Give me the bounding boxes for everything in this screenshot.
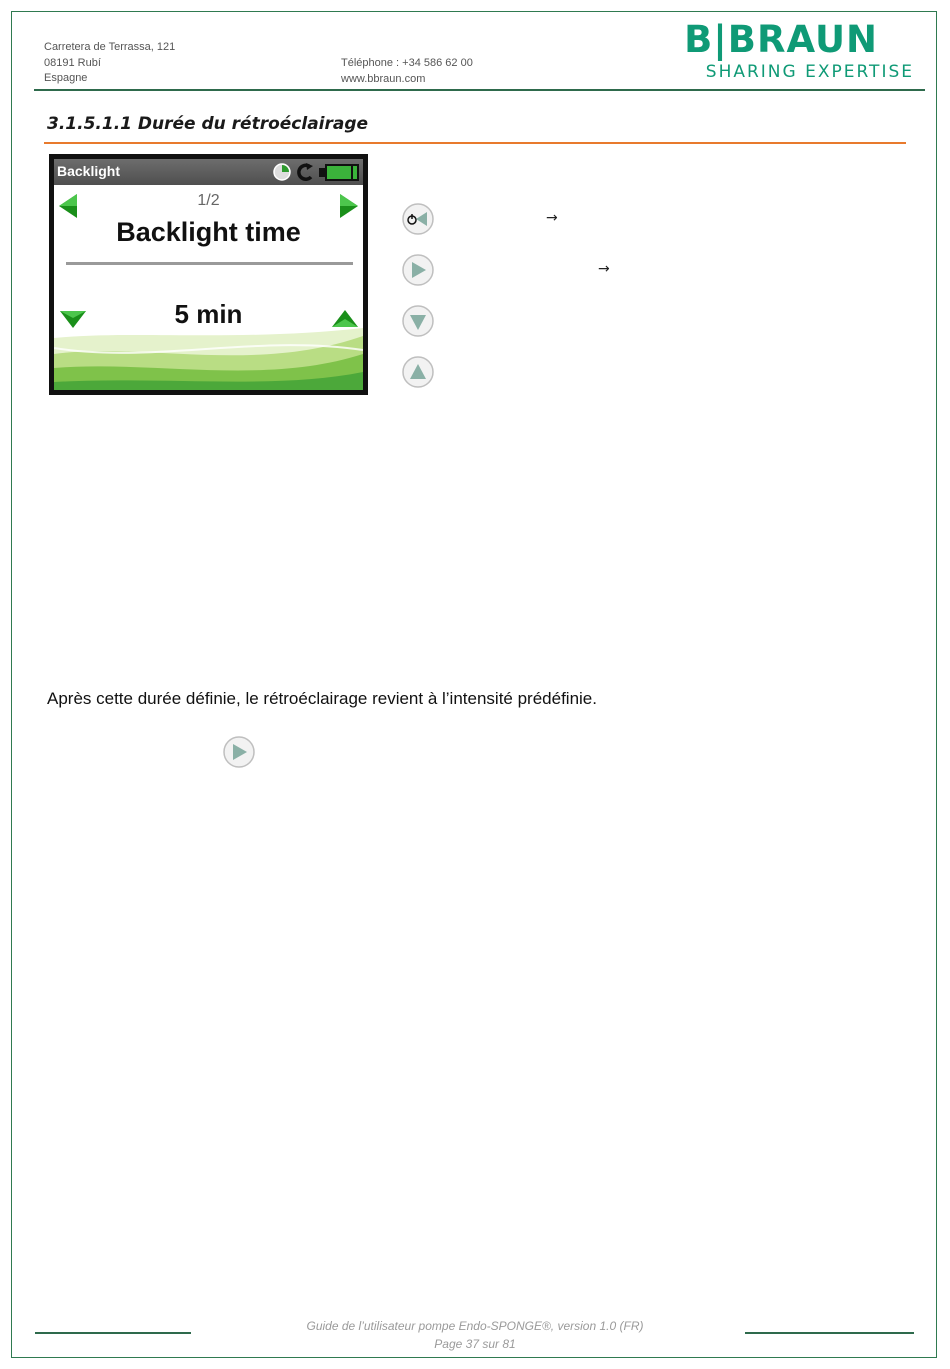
screen-divider xyxy=(66,262,353,265)
page-counter: 1/2 xyxy=(197,192,220,209)
refresh-icon xyxy=(299,163,313,179)
legend-up-key xyxy=(402,356,442,388)
decorative-wave xyxy=(54,324,363,390)
contact-block xyxy=(341,56,473,87)
body-paragraph: Après cette durée définie, le rétroéclairage revient à l’intensité prédéfinie. xyxy=(47,689,597,708)
device-screenshot xyxy=(49,154,368,395)
address-line: Espagne xyxy=(44,72,88,84)
section-underline xyxy=(44,142,906,144)
logo-tagline: SHARING EXPERTISE xyxy=(705,62,914,82)
address-block xyxy=(44,40,175,87)
up-key-icon xyxy=(402,356,434,388)
legend-down-key xyxy=(402,305,442,337)
next-key-icon xyxy=(402,254,434,286)
status-icons xyxy=(273,162,361,182)
battery-icon xyxy=(319,164,359,181)
screen-titlebar xyxy=(54,159,363,185)
legend-back-key xyxy=(402,203,442,235)
next-key-icon xyxy=(223,736,255,768)
clock-icon xyxy=(274,164,290,180)
logo-wordmark: B|BRAUN xyxy=(684,18,878,61)
screen-title: Backlight xyxy=(57,163,121,179)
device-screen xyxy=(54,159,363,390)
setting-value: 5 min xyxy=(174,299,243,329)
phone-number: Téléphone : +34 586 62 00 xyxy=(341,57,473,69)
address-line: 08191 Rubí xyxy=(44,56,101,69)
setting-name: Backlight time xyxy=(116,217,301,247)
website-link[interactable]: www.bbraun.com xyxy=(341,72,426,85)
legend-arrow-icon: → xyxy=(546,210,558,226)
header-divider xyxy=(34,89,925,91)
footer-page-number: Page 37 sur 81 xyxy=(434,1337,516,1351)
legend-arrow-icon: → xyxy=(598,261,610,277)
footer-document-title: Guide de l’utilisateur pompe Endo-SPONGE®, version 1.0 (FR) xyxy=(306,1319,644,1333)
back-key-icon xyxy=(402,203,434,235)
legend-next-key xyxy=(402,254,442,286)
down-key-icon xyxy=(402,305,434,337)
section-heading: 3.1.5.1.1 Durée du rétroéclairage xyxy=(47,114,369,134)
address-line: Carretera de Terrassa, 121 xyxy=(44,41,176,53)
bbraun-logo xyxy=(672,18,918,84)
